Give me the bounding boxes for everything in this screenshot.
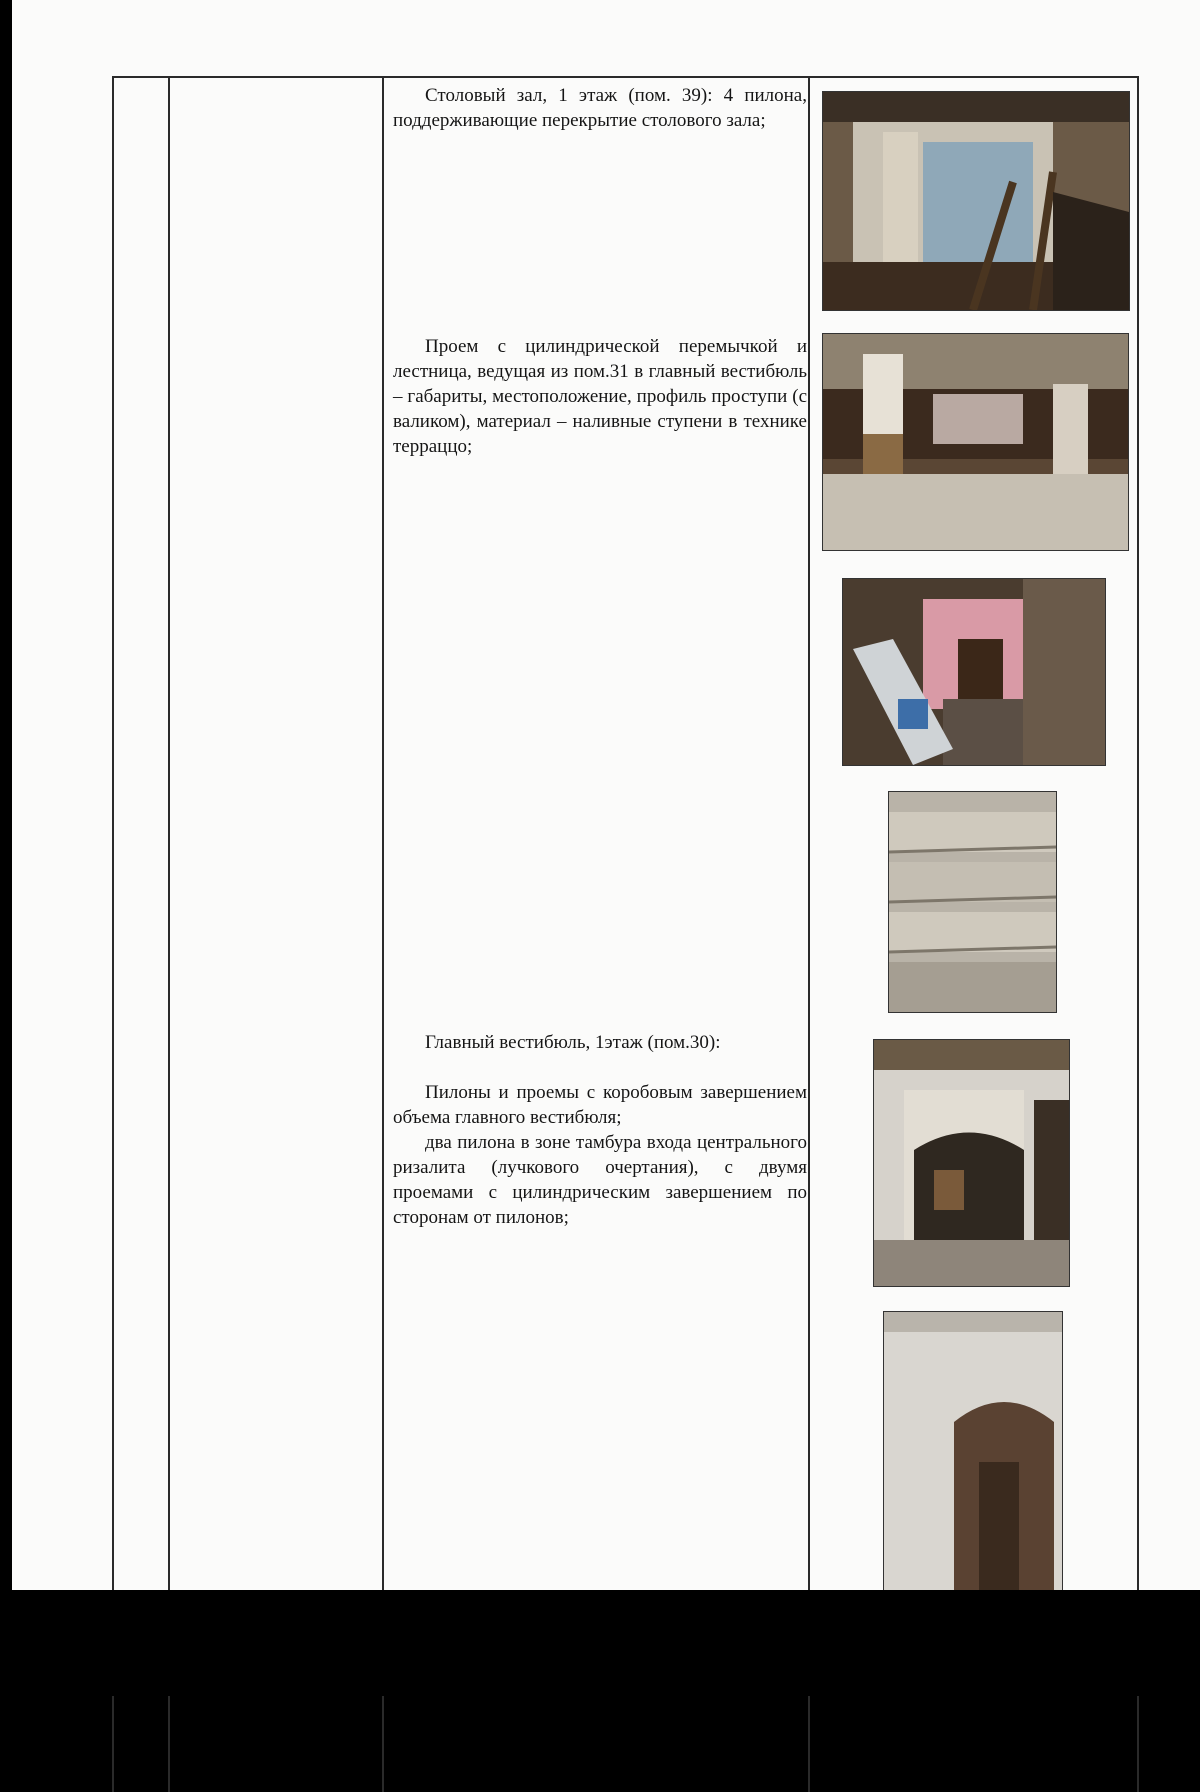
scan-left-edge bbox=[0, 0, 12, 1696]
entry-paragraph: два пилона в зоне тамбура входа центрального ризалита (лучкового очертания), с двумя проемами с цилиндрическим завершением по сторонам от пилонов; bbox=[393, 1132, 807, 1228]
column-divider-3 bbox=[808, 76, 810, 1792]
entry-heading: Главный вестибюль, 1этаж (пом.30): bbox=[425, 1032, 721, 1053]
column-divider-1 bbox=[168, 76, 170, 1792]
entry-paragraph: Пилоны и проемы с коробовым завершением объема главного вестибюля; bbox=[393, 1082, 807, 1128]
entry-dining-hall bbox=[393, 83, 807, 133]
entry-main-vestibule bbox=[393, 1030, 807, 1230]
table-right-border bbox=[1137, 76, 1139, 1792]
table-top-border bbox=[112, 76, 1139, 78]
entry-paragraph: Проем с цилиндрической перемычкой и лестница, ведущая из пом.31 в главный вестибюль – габариты, местоположение, профиль проступи (с валиком), материал – наливные ступени в технике терраццо; bbox=[393, 336, 807, 457]
entry-paragraph: Столовый зал, 1 этаж (пом. 39): 4 пилона, поддерживающие перекрытие столового зала; bbox=[393, 85, 807, 131]
column-divider-2 bbox=[382, 76, 384, 1792]
scan-bottom-edge bbox=[0, 1590, 1200, 1696]
photo-staircase bbox=[842, 578, 1106, 766]
table-left-border bbox=[112, 76, 114, 1792]
photo-room-31 bbox=[822, 333, 1129, 551]
photo-vestibule-arch bbox=[883, 1311, 1063, 1592]
photo-main-vestibule bbox=[873, 1039, 1070, 1287]
photo-terrazzo-steps bbox=[888, 791, 1057, 1013]
entry-doorway-staircase bbox=[393, 334, 807, 459]
photo-dining-hall bbox=[822, 91, 1130, 311]
